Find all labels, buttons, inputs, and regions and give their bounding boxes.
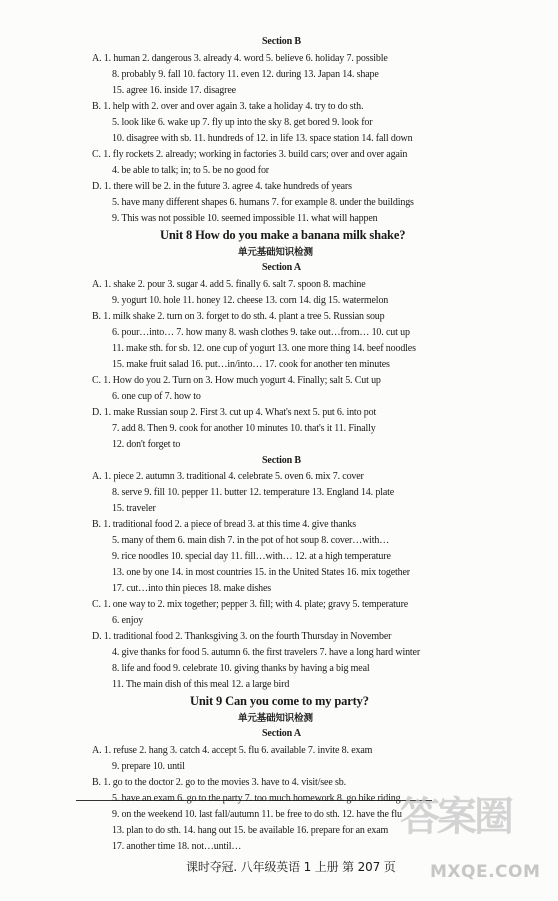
answer-line: Section B	[262, 455, 301, 466]
answer-line: 11. The main dish of this meal 12. a large bird	[112, 679, 290, 690]
answer-line: 15. traveler	[112, 503, 156, 514]
answer-line: 8. serve 9. fill 10. pepper 11. butter 12. temperature 13. England 14. plate	[112, 487, 395, 498]
answer-line: C. 1. one way to 2. mix together; pepper 3. fill; with 4. plate; gravy 5. temperature	[92, 599, 409, 610]
answer-line: B. 1. go to the doctor 2. go to the movies 3. have to 4. visit/see sb.	[92, 777, 346, 788]
answer-line: 5. have an exam 6. go to the party 7. too much homework 8. go bike riding	[112, 793, 401, 804]
answer-line: B. 1. milk shake 2. turn on 3. forget to do sth. 4. plant a tree 5. Russian soup	[92, 311, 385, 322]
answer-line: A. 1. shake 2. pour 3. sugar 4. add 5. finally 6. salt 7. spoon 8. machine	[92, 279, 366, 290]
answer-line: 8. probably 9. fall 10. factory 11. even 12. during 13. Japan 14. shape	[112, 69, 379, 80]
answer-line: C. 1. fly rockets 2. already; working in factories 3. build cars; over and over again	[92, 149, 408, 160]
answer-line: 4. give thanks for food 5. autumn 6. the first travelers 7. have a long hard winter	[112, 647, 421, 658]
answer-line: Section B	[262, 36, 301, 47]
answer-line: 课时夺冠. 八年级英语 1 上册 第 207 页	[186, 860, 396, 874]
answer-line: A. 1. piece 2. autumn 3. traditional 4. celebrate 5. oven 6. mix 7. cover	[92, 471, 364, 482]
answer-line: 5. many of them 6. main dish 7. in the pot of hot soup 8. cover…with…	[112, 535, 390, 546]
answer-line: 6. enjoy	[112, 615, 144, 626]
answer-line: 5. look like 6. wake up 7. fly up into the sky 8. get bored 9. look for	[112, 117, 373, 128]
answer-line: D. 1. traditional food 2. Thanksgiving 3. on the fourth Thursday in November	[92, 631, 392, 642]
answer-line: Unit 9 Can you come to my party?	[190, 694, 369, 708]
answer-line: 5. have many different shapes 6. humans 7. for example 8. under the buildings	[112, 197, 414, 208]
answer-line: 6. pour…into… 7. how many 8. wash clothes 9. take out…from… 10. cut up	[112, 327, 410, 338]
answer-line: 单元基础知识检测	[238, 247, 313, 258]
watermark-logo: 答案圈	[400, 794, 511, 840]
answer-line: 9. prepare 10. until	[112, 761, 185, 772]
answer-line: 4. be able to talk; in; to 5. be no good for	[112, 165, 269, 176]
answer-line: 9. rice noodles 10. special day 11. fill…with… 12. at a high temperature	[112, 551, 391, 562]
answer-line: 12. don't forget to	[112, 439, 181, 450]
answer-line: 9. This was not possible 10. seemed impossible 11. what will happen	[112, 213, 378, 224]
answer-line: D. 1. there will be 2. in the future 3. agree 4. take hundreds of years	[92, 181, 352, 192]
answer-line: 17. cut…into thin pieces 18. make dishes	[112, 583, 271, 594]
answer-line: D. 1. make Russian soup 2. First 3. cut up 4. What's next 5. put 6. into pot	[92, 407, 377, 418]
answer-line: 单元基础知识检测	[238, 713, 313, 724]
answer-line: Unit 8 How do you make a banana milk shake?	[160, 228, 406, 242]
answer-line: 17. another time 18. not…until…	[112, 841, 242, 852]
answer-line: C. 1. How do you 2. Turn on 3. How much yogurt 4. Finally; salt 5. Cut up	[92, 375, 381, 386]
answer-line: B. 1. traditional food 2. a piece of bread 3. at this time 4. give thanks	[92, 519, 356, 530]
answer-line: 15. agree 16. inside 17. disagree	[112, 85, 236, 96]
answer-line: 11. make sth. for sb. 12. one cup of yogurt 13. one more thing 14. beef noodles	[112, 343, 416, 354]
answer-line: 6. one cup of 7. how to	[112, 391, 201, 402]
answer-line: 10. disagree with sb. 11. hundreds of 12. in life 13. space station 14. fall down	[112, 133, 413, 144]
answer-line: 15. make fruit salad 16. put…in/into… 17. cook for another ten minutes	[112, 359, 390, 370]
answer-line: 13. plan to do sth. 14. hang out 15. be available 16. prepare for an exam	[112, 825, 389, 836]
answer-line: Section A	[262, 262, 301, 273]
answer-line: 9. yogurt 10. hole 11. honey 12. cheese 13. corn 14. dig 15. watermelon	[112, 295, 389, 306]
answer-line: A. 1. refuse 2. hang 3. catch 4. accept 5. flu 6. available 7. invite 8. exam	[92, 745, 373, 756]
watermark-url: MXQE.COM	[430, 862, 541, 882]
answer-line: A. 1. human 2. dangerous 3. already 4. word 5. believe 6. holiday 7. possible	[92, 53, 388, 64]
answer-line: Section A	[262, 728, 301, 739]
answer-line: 9. on the weekend 10. last fall/autumn 11. be free to do sth. 12. have the flu	[112, 809, 402, 820]
answer-line: 13. one by one 14. in most countries 15. in the United States 16. mix together	[112, 567, 410, 578]
answer-line: B. 1. help with 2. over and over again 3. take a holiday 4. try to do sth.	[92, 101, 364, 112]
answer-line: 8. life and food 9. celebrate 10. giving thanks by having a big meal	[112, 663, 370, 674]
answer-line: 7. add 8. Then 9. cook for another 10 minutes 10. that's it 11. Finally	[112, 423, 376, 434]
